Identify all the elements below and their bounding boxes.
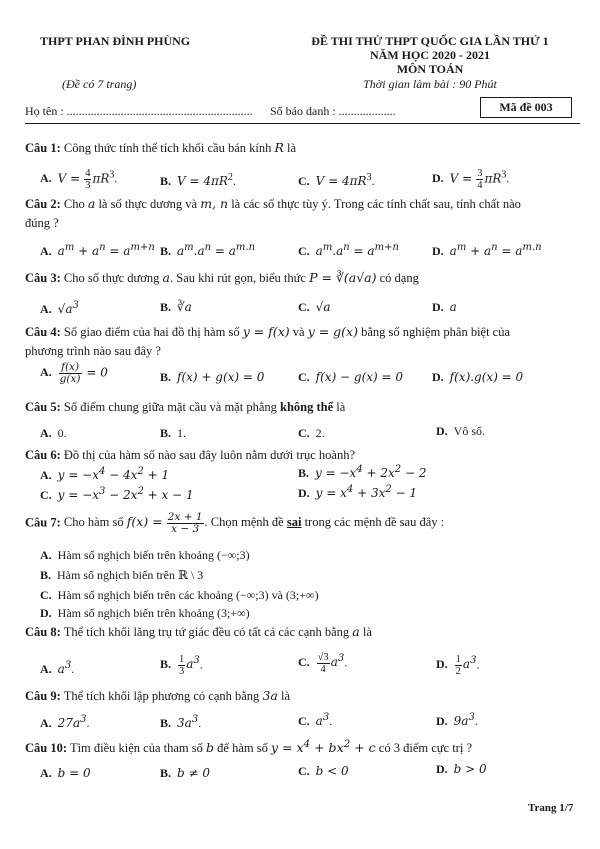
exam-time: Thời gian làm bài : 90 Phút	[363, 77, 497, 91]
q10-option-c[interactable]: C. b < 0	[298, 764, 349, 778]
q6-option-a[interactable]: A. $y = -x^4 - 4x^2 + 1$	[40, 466, 170, 482]
pages-note: (Đề có 7 trang)	[62, 77, 137, 91]
question-9: Câu 9: Thể tích khối lập phương có cạnh bằng 3a là	[25, 688, 290, 703]
q6-option-b[interactable]: B. $y = -x^4 + 2x^2 - 2$	[298, 464, 427, 480]
q3-option-d[interactable]: D. a	[432, 300, 457, 314]
question-5: Câu 5: Số điểm chung giữa mặt cầu và mặt phẳng không thể là	[25, 400, 346, 414]
q4-option-a[interactable]: A. $\frac{f(x)}{g(x)}$ = 0	[40, 361, 108, 386]
sbd-field-label: Số báo danh : ...................	[270, 104, 396, 118]
q5-option-c[interactable]: C. 2.	[298, 426, 325, 440]
q7-option-b[interactable]: B. Hàm số nghịch biến trên ℝ \ 3	[40, 568, 204, 582]
exam-title: ĐỀ THI THỬ THPT QUỐC GIA LẦN THỨ 1	[311, 34, 549, 48]
name-field-label: Họ tên : ..............................................................	[25, 104, 253, 118]
exam-year: NĂM HỌC 2020 - 2021	[370, 48, 490, 62]
q3-option-a[interactable]: A. $√a^3$	[40, 300, 79, 316]
question-10-text: Tìm điều kiện của tham số b để hàm số $y = x^4 + bx^2 + c$ có 3 điểm cực trị ?	[69, 738, 472, 756]
question-10: Câu 10: Tìm điều kiện của tham số b để hàm số $y = x^4 + bx^2 + c$ có 3 điểm cực trị ?	[25, 738, 472, 756]
question-7: Câu 7: Cho hàm số f(x) = $\frac{2x + 1}{x - 3}$ . Chọn mệnh đề sai trong các mệnh đề sau đây :	[25, 511, 445, 536]
q1-option-c[interactable]: C. $V = 4\pi R^3$.	[298, 172, 375, 188]
question-2-text-cont: đúng ?	[25, 216, 59, 230]
q10-option-d[interactable]: D. b > 0	[436, 762, 487, 776]
q3-option-b[interactable]: B. ∛a	[160, 300, 192, 314]
q7-option-d[interactable]: D. Hàm số nghịch biến trên khoảng (3;+∞)	[40, 606, 250, 620]
q4-option-d[interactable]: D. f(x).g(x) = 0	[432, 370, 524, 384]
q6-option-c[interactable]: C. $y = -x^3 - 2x^2 + x - 1$	[40, 486, 194, 502]
q8-option-c[interactable]: C. $\frac{√3}{4}$ $a^3$.	[298, 652, 348, 676]
question-1: Câu 1: Công thức tính thể tích khối cầu bán kính R là	[25, 140, 297, 155]
q4-option-c[interactable]: C. f(x) − g(x) = 0	[298, 370, 404, 384]
q10-option-a[interactable]: A. b = 0	[40, 766, 91, 780]
q7-option-c[interactable]: C. Hàm số nghịch biến trên các khoảng (−∞;3) và (3;+∞)	[40, 588, 319, 602]
q1-option-d[interactable]: D. V = $\frac{3}{4}$ $\pi R^3$.	[432, 168, 510, 192]
exam-code: Mã đề 003	[480, 97, 572, 118]
question-1-text: Công thức tính thể tích khối cầu bán kính R là	[63, 140, 297, 155]
q1-option-b[interactable]: B. $V = 4\pi R^2$.	[160, 172, 236, 188]
q1-option-a[interactable]: A. V = $\frac{4}{3}$ $\pi R^3$.	[40, 168, 118, 192]
q9-option-c[interactable]: C. $a^3$.	[298, 712, 333, 728]
question-2: Câu 2: Cho a là số thực dương và m, n là các số thực tùy ý. Trong các tính chất sau, tính chất nào	[25, 196, 521, 211]
q8-option-b[interactable]: B. $\frac{1}{3}$ $a^3$.	[160, 654, 203, 678]
q3-option-c[interactable]: C. √a	[298, 300, 331, 314]
q2-option-c[interactable]: C. $a^m.a^n = a^{m+n}$	[298, 242, 399, 258]
header-divider	[25, 123, 580, 124]
question-9-text: Thể tích khối lập phương có cạnh bằng 3a là	[63, 688, 290, 703]
q5-option-b[interactable]: B. 1.	[160, 426, 187, 440]
q9-option-b[interactable]: B. $3a^3$.	[160, 714, 202, 730]
school-name: THPT PHAN ĐÌNH PHÙNG	[40, 34, 191, 48]
q9-option-a[interactable]: A. $27a^3$.	[40, 714, 90, 730]
question-3: Câu 3: Cho số thực dương a. Sau khi rút gọn, biểu thức P = ∛(a√a) có dạng	[25, 270, 419, 285]
question-7-text: Cho hàm số f(x) = $\frac{2x + 1}{x - 3}$ . Chọn mệnh đề sai trong các mệnh đề sau đây :	[63, 511, 445, 536]
q10-option-b[interactable]: B. b ≠ 0	[160, 766, 211, 780]
question-4-text-cont: phương trình nào sau đây ?	[25, 344, 161, 358]
q5-option-d[interactable]: D. Vô số.	[436, 424, 486, 438]
q8-option-a[interactable]: A. $a^3$.	[40, 660, 75, 676]
q2-option-d[interactable]: D. $a^m + a^n = a^{m.n}$	[432, 242, 542, 258]
question-8-text: Thể tích khối lăng trụ tứ giác đều có tất cả các cạnh bằng a là	[63, 624, 372, 639]
q6-option-d[interactable]: D. $y = x^4 + 3x^2 - 1$	[298, 484, 418, 500]
question-2-text: Cho a là số thực dương và m, n là các số thực tùy ý. Trong các tính chất sau, tính chất nào	[63, 196, 521, 211]
page-number: Trang 1/7	[528, 802, 574, 814]
q8-option-d[interactable]: D. $\frac{1}{2}$ $a^3$.	[436, 654, 480, 678]
q4-option-b[interactable]: B. f(x) + g(x) = 0	[160, 370, 265, 384]
subject: MÔN TOÁN	[396, 62, 464, 76]
q2-option-a[interactable]: A. $a^m + a^n = a^{m+n}$	[40, 242, 155, 258]
q2-option-b[interactable]: B. $a^m.a^n = a^{m.n}$	[160, 242, 256, 258]
question-3-text: Cho số thực dương a. Sau khi rút gọn, biểu thức P = ∛(a√a) có dạng	[63, 270, 419, 285]
q5-option-a[interactable]: A. 0.	[40, 426, 67, 440]
question-4: Câu 4: Số giao điểm của hai đồ thị hàm số y = f(x) và y = g(x) bằng số nghiệm phân biệt của	[25, 324, 511, 339]
question-4-text: Số giao điểm của hai đồ thị hàm số y = f(x) và y = g(x) bằng số nghiệm phân biệt của	[63, 324, 511, 339]
q7-option-a[interactable]: A. Hàm số nghịch biến trên khoảng (−∞;3)	[40, 548, 250, 562]
question-8: Câu 8: Thể tích khối lăng trụ tứ giác đều có tất cả các cạnh bằng a là	[25, 624, 372, 639]
q9-option-d[interactable]: D. $9a^3$.	[436, 712, 478, 728]
question-6: Câu 6: Đồ thị của hàm số nào sau đây luôn nằm dưới trục hoành?	[25, 448, 356, 462]
